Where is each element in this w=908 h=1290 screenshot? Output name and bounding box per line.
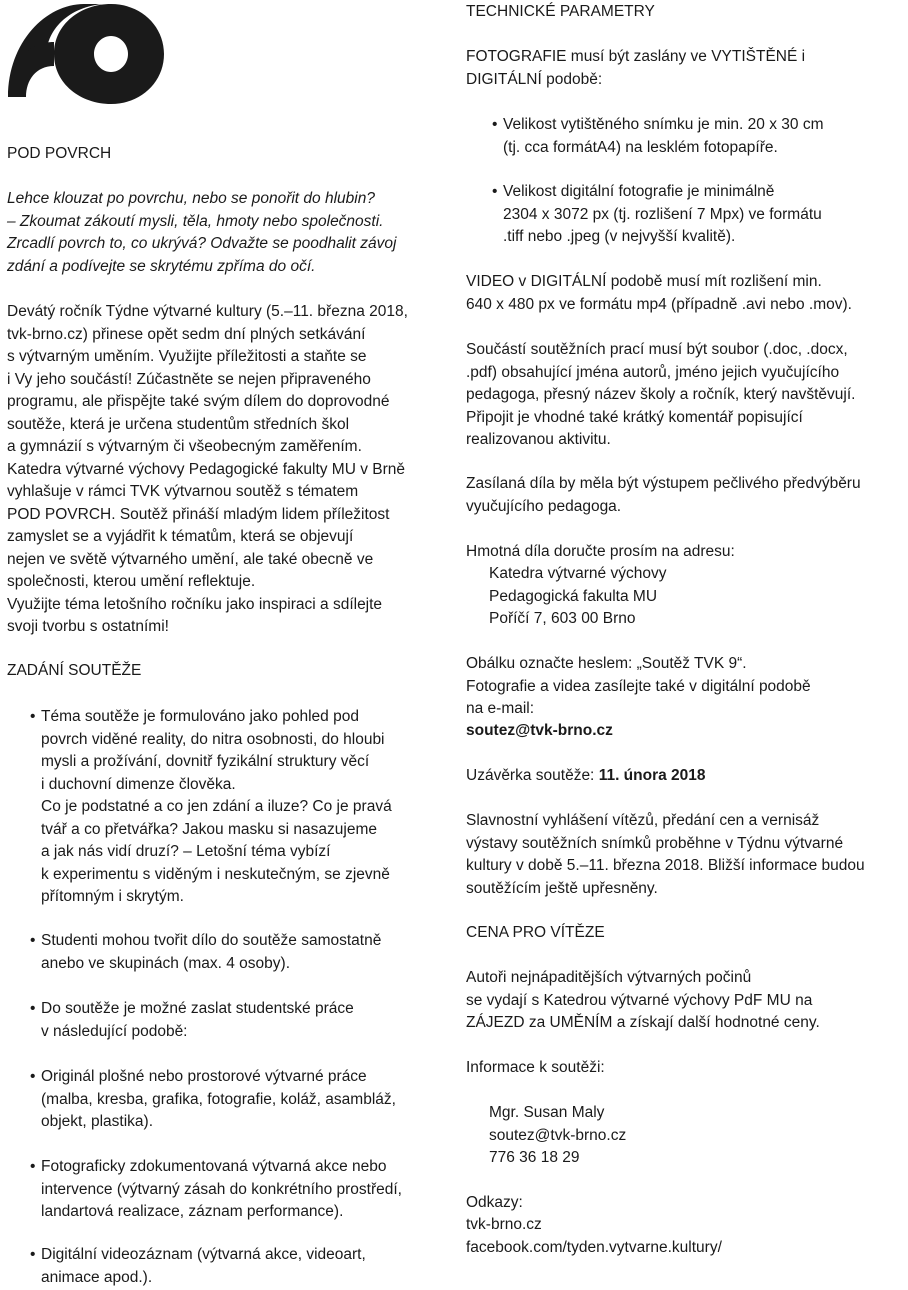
- links-title: Odkazy:: [466, 1194, 523, 1211]
- link-tvk[interactable]: tvk-brno.cz: [466, 1216, 542, 1233]
- contact-phone: 776 36 18 29: [489, 1149, 580, 1166]
- file-info-text: Součástí soutěžních prací musí být soubor (.doc, .docx, .pdf) obsahující jména autorů, jméno jejich vyučujícího pedagoga, přesný název školy a ročník, který navštěvují. Připojit je vhodné také krátký komentář popisující realizovanou aktivitu.: [466, 341, 856, 448]
- tvk-9-logo-icon: [6, 2, 166, 107]
- section-title-pod-povrch: POD POVRCH: [7, 145, 112, 162]
- address-line: Pedagogická fakulta MU: [489, 587, 658, 605]
- section-title-zadani: ZADÁNÍ SOUTĚŽE: [7, 662, 142, 679]
- info-title: Informace k soutěži:: [466, 1059, 605, 1076]
- email-link[interactable]: soutez@tvk-brno.cz: [466, 722, 613, 739]
- ceremony-text: Slavnostní vyhlášení vítězů, předání cen a vernisáž výstavy soutěžních snímků proběhne v Týdnu výtvarné kultury v době 5.–11. března 2018. Bližší informace budou soutěžícím ještě upřesněny.: [466, 812, 865, 897]
- body-text: Devátý ročník Týdne výtvarné kultury (5.–11. března 2018, tvk-brno.cz) přinese opět sedm dní plných setkávání s výtvarným uměním. Využijte příležitosti a staňte se i Vy jeho součástí! Zúčastněte se nejen připraveného programu, ale přispějte také svým dílem do doprovodné soutěže, která je určena studentům středních škol a gymnázií s výtvarným či všeobecným zaměřením. Katedra výtvarné výchovy Pedagogické fakulty MU v Brně vyhlašuje v rámci TVK výtvarnou soutěž s tématem POD POVRCH. Soutěž přináší mladým lidem příležitost zamyslet se a vyjádřit k tématům, která se objevují nejen ve světě výtvarného umění, ale také obecně ve společnosti, kterou umění reflektuje. Využijte téma letošního ročníku jako inspiraci a sdílejte svoji tvorbu s ostatními!: [7, 303, 408, 635]
- envelope-text: Obálku označte heslem: „Soutěž TVK 9“. Fotografie a videa zasílejte také v digitální podobě na e-mail:: [466, 655, 811, 717]
- list-item: • Do soutěže je možné zaslat studentské práce v následující podobě:: [30, 1000, 354, 1040]
- link-facebook[interactable]: facebook.com/tyden.vytvarne.kultury/: [466, 1239, 722, 1256]
- intro-text: Lehce klouzat po povrchu, nebo se ponořit do hlubin? – Zkoumat zákoutí mysli, těla, hmoty nebo společnosti. Zrcadlí povrch to, co ukrývá? Odvažte se poodhalit závoj zdání a podívejte se skrytému zpříma do očí.: [7, 190, 397, 275]
- address-block: [466, 563, 666, 631]
- list-item: • Velikost vytištěného snímku je min. 20 x 30 cm (tj. cca formátA4) na lesklém fotopapíře.: [492, 116, 824, 156]
- section-title-cena: CENA PRO VÍTĚZE: [466, 924, 605, 941]
- section-title-technicke: TECHNICKÉ PARAMETRY: [466, 3, 655, 20]
- list-item: • Velikost digitální fotografie je minimálně 2304 x 3072 px (tj. rozlišení 7 Mpx) ve formátu .tiff nebo .jpeg (v nejvyšší kvalitě).: [492, 183, 822, 245]
- address-line: Katedra výtvarné výchovy: [489, 565, 667, 582]
- address-line: Poříčí 7, 603 00 Brno: [489, 610, 636, 627]
- list-item: • Originál plošné nebo prostorové výtvarné práce (malba, kresba, grafika, fotografie, koláž, asambláž, objekt, plastika).: [30, 1068, 396, 1130]
- selection-text: Zasílaná díla by měla být výstupem pečlivého předvýběru vyučujícího pedagoga.: [466, 475, 861, 515]
- video-text: VIDEO v DIGITÁLNÍ podobě musí mít rozlišení min. 640 x 480 px ve formátu mp4 (případně .avi nebo .mov).: [466, 273, 852, 313]
- address-intro: Hmotná díla doručte prosím na adresu:: [466, 543, 735, 560]
- list-item: • Fotograficky zdokumentovaná výtvarná akce nebo intervence (výtvarný zásah do konkrétního prostředí, landartová realizace, záznam performance).: [30, 1158, 402, 1220]
- contact-email-link[interactable]: soutez@tvk-brno.cz: [489, 1126, 627, 1144]
- photo-intro: FOTOGRAFIE musí být zaslány ve VYTIŠTĚNÉ i DIGITÁLNÍ podobě:: [466, 48, 806, 88]
- list-item: • Studenti mohou tvořit dílo do soutěže samostatně anebo ve skupinách (max. 4 osoby).: [30, 932, 382, 972]
- deadline: Uzávěrka soutěže: 11. února 2018: [466, 767, 706, 784]
- prize-text: Autoři nejnápaditějších výtvarných počinů se vydají s Katedrou výtvarné výchovy PdF MU na ZÁJEZD za UMĚNÍM a získají další hodnotné ceny.: [466, 969, 820, 1031]
- list-item: • Téma soutěže je formulováno jako pohled pod povrch viděné reality, do nitra osobnosti, do hloubi mysli a prožívání, dovnitř fyzikální struktury věcí i duchovní dimenze člověka. Co je podstatné a co jen zdání a iluze? Co je pravá tvář a co přetvářka? Jakou masku si nasazujeme a jak nás vidí druzí? – Letošní téma vybízí k experimentu s viděným i neskutečným, se zjevně přítomným i skrytým.: [30, 708, 392, 905]
- list-item: • Digitální videozáznam (výtvarná akce, videoart, animace apod.).: [30, 1246, 366, 1286]
- contact-name: Mgr. Susan Maly: [489, 1104, 605, 1121]
- contact-block: [466, 1102, 626, 1170]
